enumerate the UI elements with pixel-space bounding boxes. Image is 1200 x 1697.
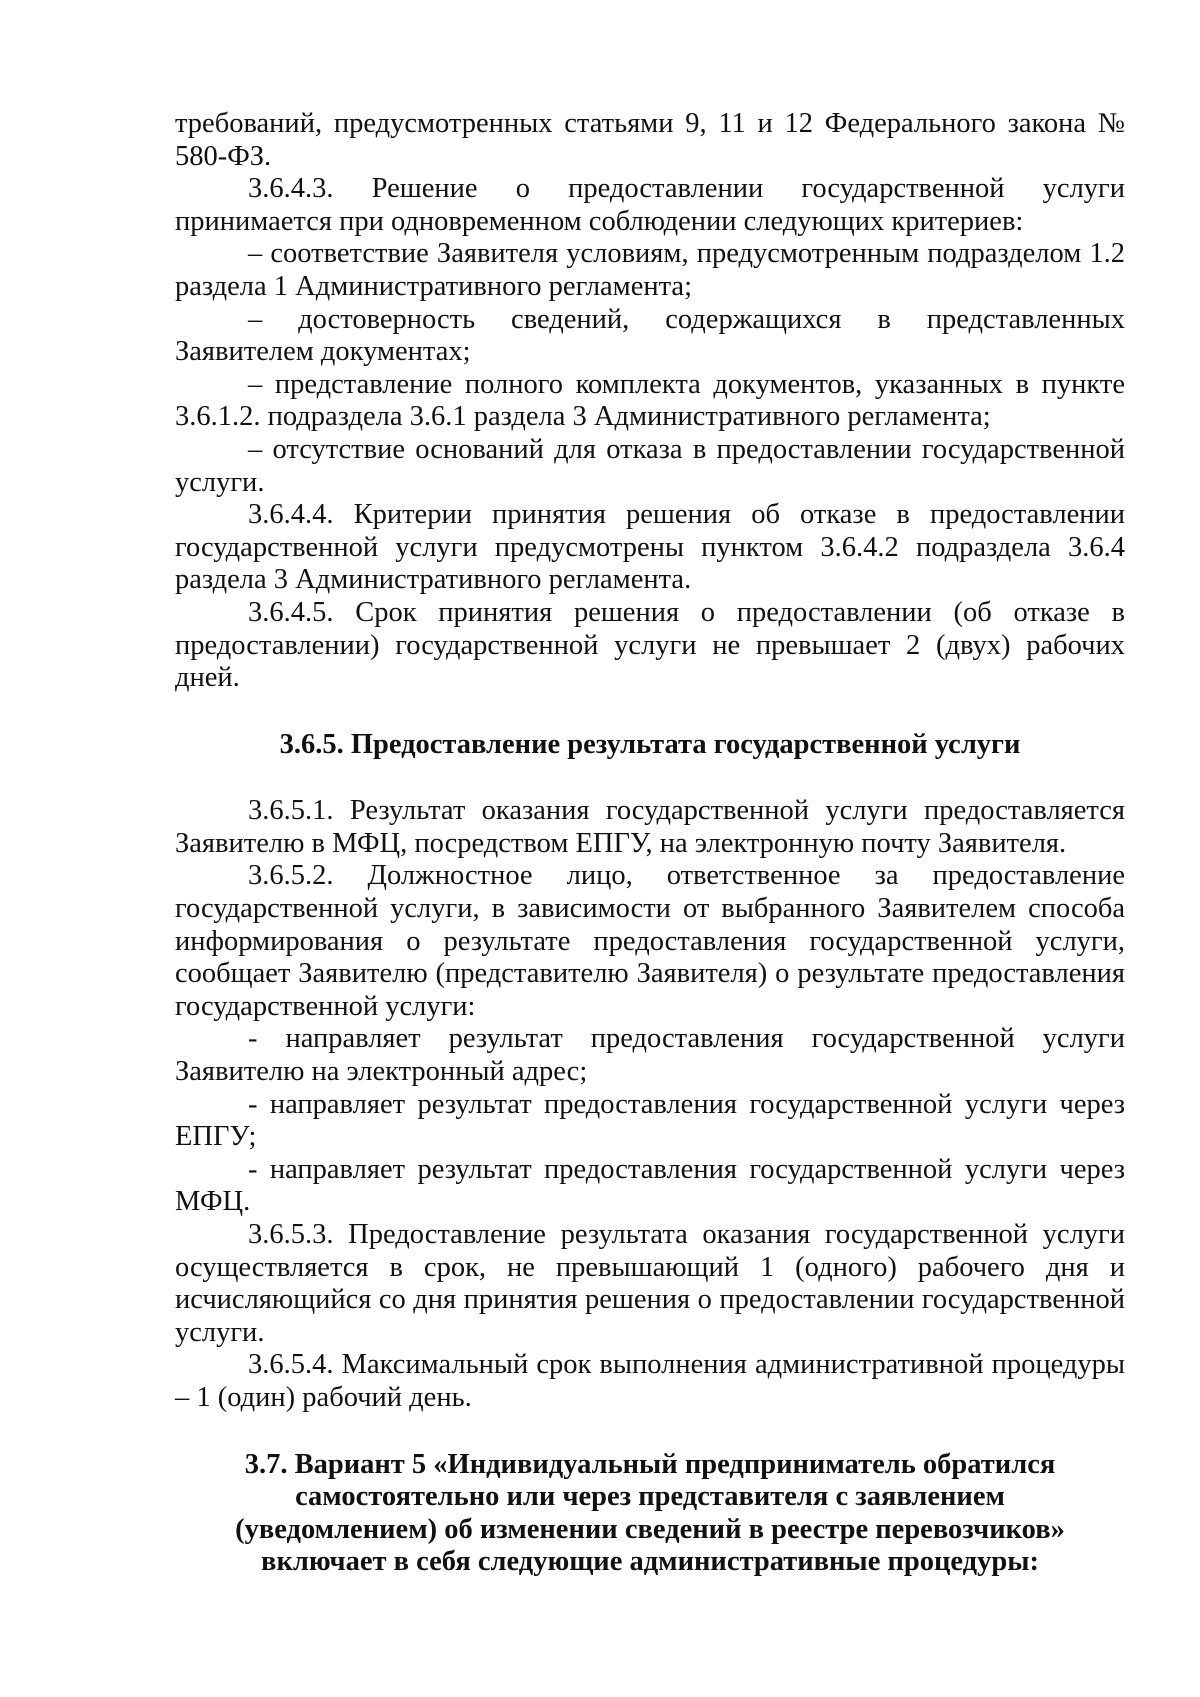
paragraph-3-6-5-3: 3.6.5.3. Предоставление результата оказания государственной услуги осуществляется в срок, не превышающий 1 (одного) рабочего дня и исчисляющийся со дня принятия решения о предоставлении государственной услуги.	[175, 1219, 1125, 1348]
paragraph-3-6-5-4: 3.6.5.4. Максимальный срок выполнения административной процедуры – 1 (один) рабочий день.	[175, 1349, 1125, 1413]
section-heading-3-7: 3.7. Вариант 5 «Индивидуальный предприниматель обратился самостоятельно или через представителя с заявлением (уведомлением) об изменении сведений в реестре перевозчиков» включает в себя следующие административные процедуры:	[235, 1448, 1065, 1578]
paragraph-3-6-5-1: 3.6.5.1. Результат оказания государственной услуги предоставляется Заявителю в МФЦ, посредством ЕПГУ, на электронную почту Заявителя.	[175, 795, 1125, 859]
paragraph-3-6-4-5: 3.6.4.5. Срок принятия решения о предоставлении (об отказе в предоставлении) государственной услуги не превышает 2 (двух) рабочих дней.	[175, 596, 1125, 694]
spacer	[175, 1415, 1125, 1449]
list-item-email: - направляет результат предоставления государственной услуги Заявителю на электронный адрес;	[175, 1023, 1125, 1088]
paragraph-continuation: требований, предусмотренных статьями 9, 11 и 12 Федерального закона № 580-ФЗ.	[175, 108, 1125, 172]
list-item-epgu: - направляет результат предоставления государственной услуги через ЕПГУ;	[175, 1088, 1125, 1153]
spacer	[175, 761, 1125, 795]
paragraph-3-6-5-2: 3.6.5.2. Должностное лицо, ответственное за предоставление государственной услуги, в зависимости от выбранного Заявителем способа информирования о результате предоставления государственной услуги, сообщает Заявителю (представителю Заявителя) о результате предоставления государственной услуги:	[175, 860, 1125, 1022]
section-heading-3-6-5: 3.6.5. Предоставление результата государственной услуги	[279, 728, 1021, 760]
criterion-complete-set: – представление полного комплекта документов, указанных в пункте 3.6.1.2. подраздела 3.6.1 раздела 3 Административного регламента;	[175, 368, 1125, 433]
spacer	[175, 695, 1125, 729]
criterion-no-refusal-grounds: – отсутствие оснований для отказа в предоставлении государственной услуги.	[175, 433, 1125, 498]
criterion-compliance: – соответствие Заявителя условиям, предусмотренным подразделом 1.2 раздела 1 Административного регламента;	[175, 238, 1125, 302]
criterion-reliability: – достоверность сведений, содержащихся в представленных Заявителем документах;	[175, 303, 1125, 368]
list-item-mfc: - направляет результат предоставления государственной услуги через МФЦ.	[175, 1153, 1125, 1218]
document-body	[175, 108, 1125, 1579]
paragraph-3-6-4-4: 3.6.4.4. Критерии принятия решения об отказе в предоставлении государственной услуги предусмотрены пунктом 3.6.4.2 подраздела 3.6.4 раздела 3 Административного регламента.	[175, 499, 1125, 596]
paragraph-3-6-4-3: 3.6.4.3. Решение о предоставлении государственной услуги принимается при одновременном соблюдении следующих критериев:	[175, 173, 1125, 237]
